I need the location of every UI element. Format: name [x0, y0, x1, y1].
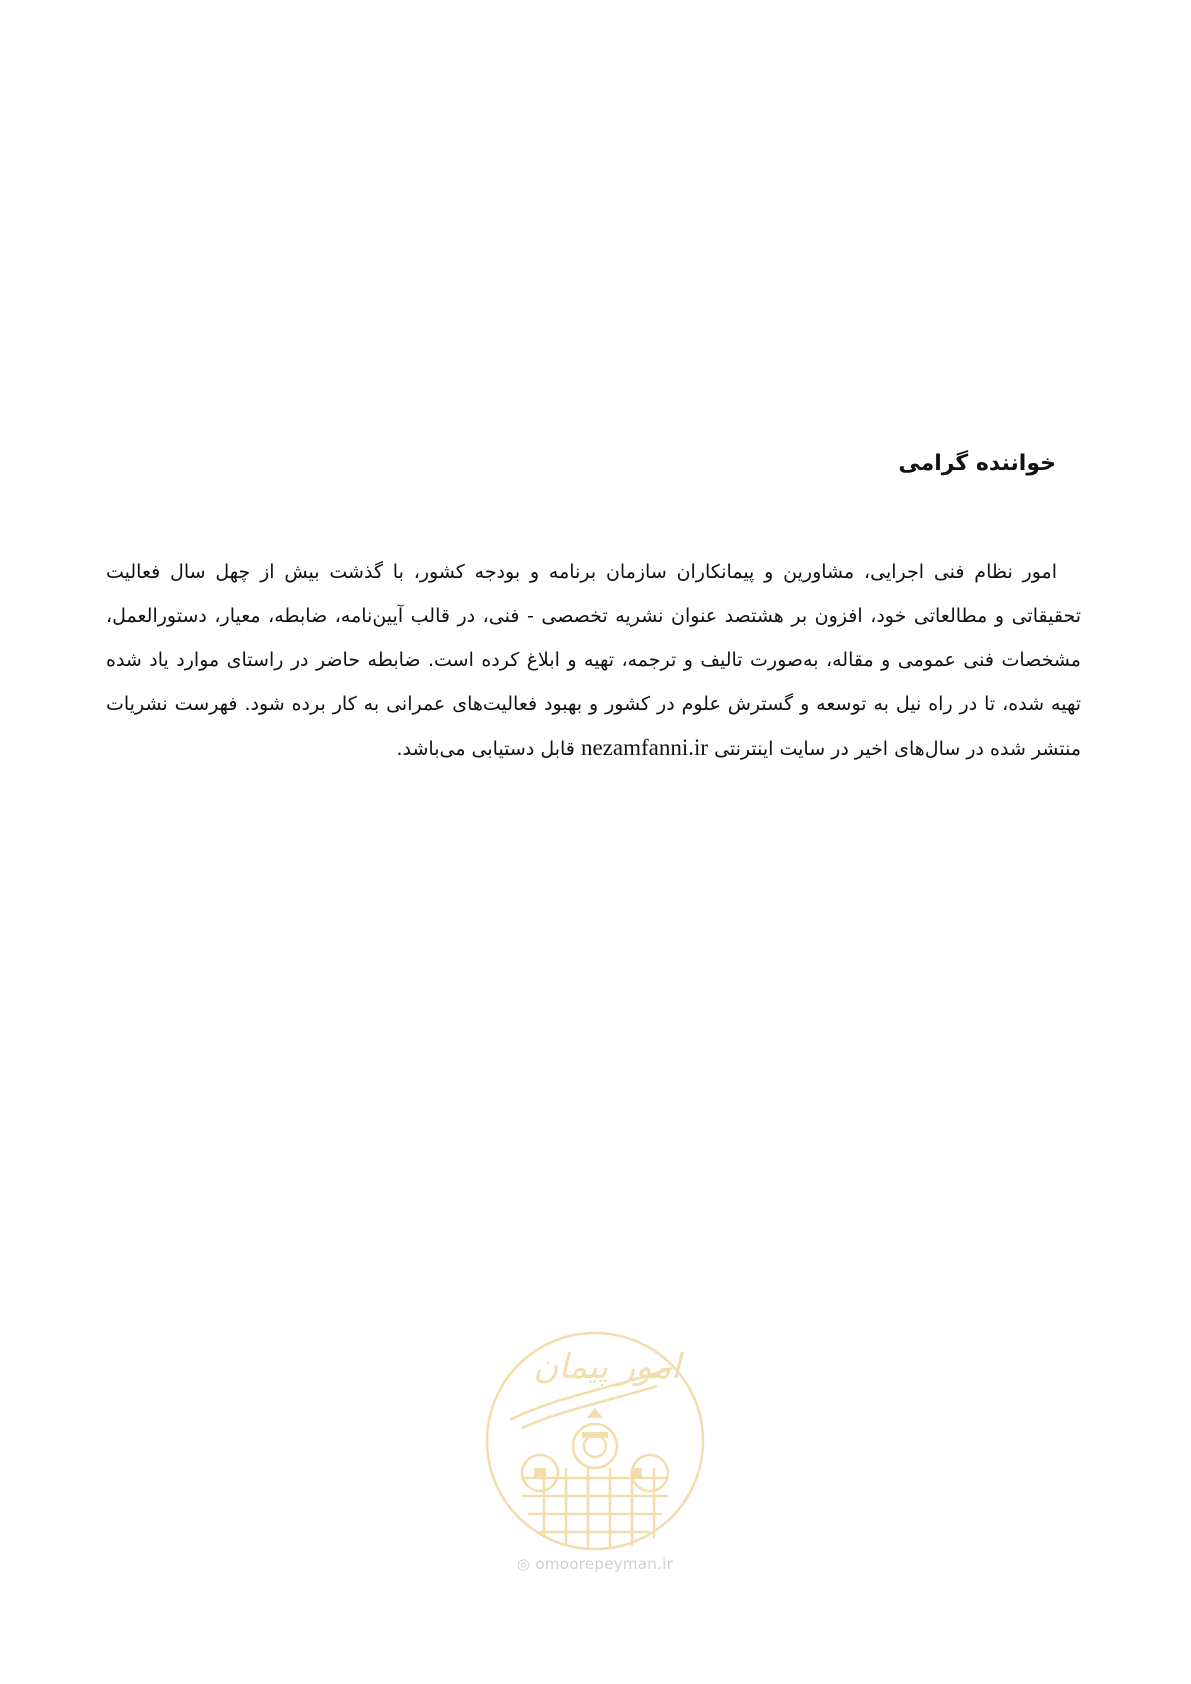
website-text: nezamfanni.ir	[580, 735, 709, 760]
omoorepeyman-logo-icon	[482, 1328, 708, 1554]
watermark-site: ◎ omoorepeyman.ir	[516, 1555, 674, 1573]
paragraph-text-part1: امور نظام فنی اجرایی، مشاورین و پیمانکاران سازمان برنامه و بودجه کشور، با گذشت بیش از چهل سال فعالیت تحقیقاتی و مطالعاتی خود، افزون بر هشتصد عنوان نشریه تخصصی - فنی، در قالب آیین‌نامه، ضابطه، معیار، دستورالعمل، مشخصات فنی عمومی و مقاله، به‌صورت تالیف و ترجمه، تهیه و ابلاغ کرده است. ضابطه حاضر در راستای موارد یاد شده تهیه شده، تا در راه نیل به توسعه و گسترش علوم در کشور و بهبود فعالیت‌های عمرانی به کار برده شود. فهرست نشریات منتشر شده در سال‌های اخیر در سایت اینترنتی	[106, 561, 1081, 760]
paragraph-text-part2: قابل دستیابی می‌باشد.	[396, 738, 575, 760]
watermark-site-text: omoorepeyman.ir	[535, 1555, 674, 1573]
watermark-logo-text: امور پیمان	[533, 1347, 681, 1387]
intro-paragraph	[106, 550, 1081, 771]
page-title: خواننده گرامی	[898, 451, 1056, 476]
